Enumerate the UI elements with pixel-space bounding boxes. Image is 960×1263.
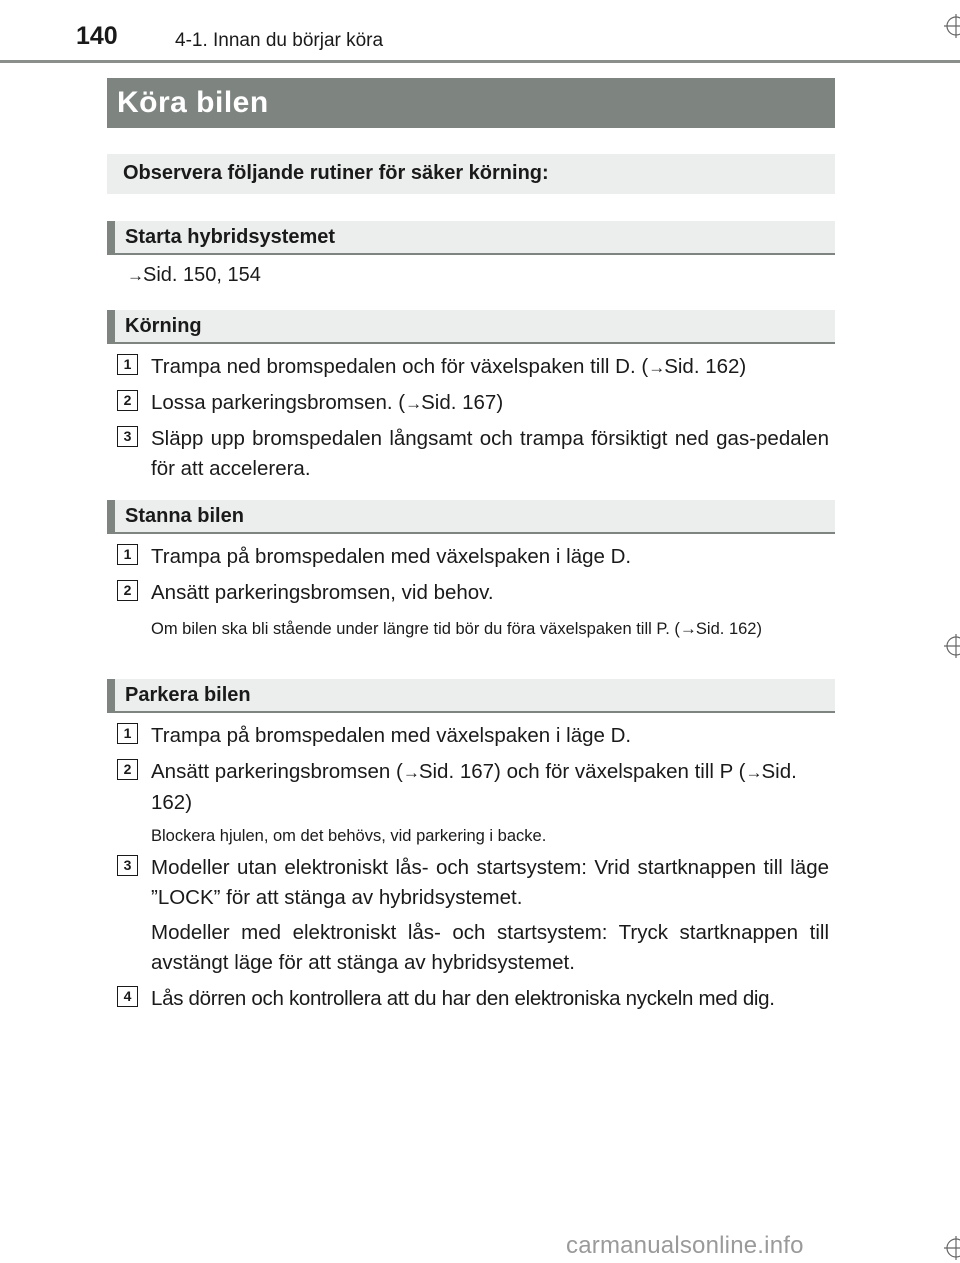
step-number: 3 — [117, 855, 138, 876]
step-text: Lås dörren och kontrollera att du har den elektroniska nyckeln med dig. — [151, 987, 775, 1010]
section-heading-start: Starta hybridsystemet — [107, 221, 835, 255]
arrow-right-icon: → — [402, 763, 419, 782]
arrow-right-icon: → — [679, 619, 696, 638]
note-text: Blockera hjulen, om det behövs, vid parkering i backe. — [151, 827, 547, 845]
arrow-right-icon: → — [127, 266, 143, 285]
note-text: Om bilen ska bli stående under längre tid bör du föra växelspaken till P. (→Sid. 162) — [151, 619, 762, 638]
step-text: Trampa ned bromspedalen och för växelspaken till D. (→Sid. 162) — [151, 355, 747, 378]
step-text: Modeller med elektroniskt lås- och startsystem: Tryck startknappen till avstängt läge för att stänga av hybridsystemet. — [151, 921, 829, 974]
step-text: Trampa på bromspedalen med växelspaken i läge D. — [151, 724, 632, 747]
header-rule — [0, 60, 960, 63]
step-number: 1 — [117, 723, 138, 744]
page-reference: →Sid. 150, 154 — [127, 264, 261, 286]
watermark: carmanualsonline.info — [566, 1232, 804, 1259]
step-text: Trampa på bromspedalen med växelspaken i läge D. — [151, 545, 632, 568]
section-heading-driving: Körning — [107, 310, 835, 344]
arrow-right-icon: → — [405, 394, 422, 413]
step-number: 4 — [117, 986, 138, 1007]
section-heading-parking: Parkera bilen — [107, 679, 835, 713]
chapter-title: 4-1. Innan du börjar köra — [175, 30, 384, 51]
page-title: Köra bilen — [107, 78, 835, 128]
registration-mark-icon — [944, 1236, 960, 1260]
step-text: Modeller utan elektroniskt lås- och startsystem: Vrid startknappen till läge ”LOCK” för att stänga av hybridsystemet. — [151, 856, 829, 909]
registration-mark-icon — [944, 634, 960, 658]
page-number: 140 — [76, 22, 118, 50]
section-heading-stopping: Stanna bilen — [107, 500, 835, 534]
step-text: Lossa parkeringsbromsen. (→Sid. 167) — [151, 391, 504, 414]
step-number: 3 — [117, 426, 138, 447]
arrow-right-icon: → — [648, 358, 665, 377]
intro-box: Observera följande rutiner för säker körning: — [107, 154, 835, 194]
step-text: Ansätt parkeringsbromsen (→Sid. 167) och för växelspaken till P (→Sid. 162) — [151, 760, 797, 814]
step-text: Ansätt parkeringsbromsen, vid behov. — [151, 581, 494, 604]
registration-mark-icon — [944, 14, 960, 38]
step-number: 1 — [117, 354, 138, 375]
step-number: 2 — [117, 759, 138, 780]
step-number: 2 — [117, 580, 138, 601]
arrow-right-icon: → — [745, 763, 762, 782]
step-text: Släpp upp bromspedalen långsamt och trampa försiktigt ned gas-pedalen för att accelerera. — [151, 427, 829, 480]
step-number: 1 — [117, 544, 138, 565]
step-number: 2 — [117, 390, 138, 411]
